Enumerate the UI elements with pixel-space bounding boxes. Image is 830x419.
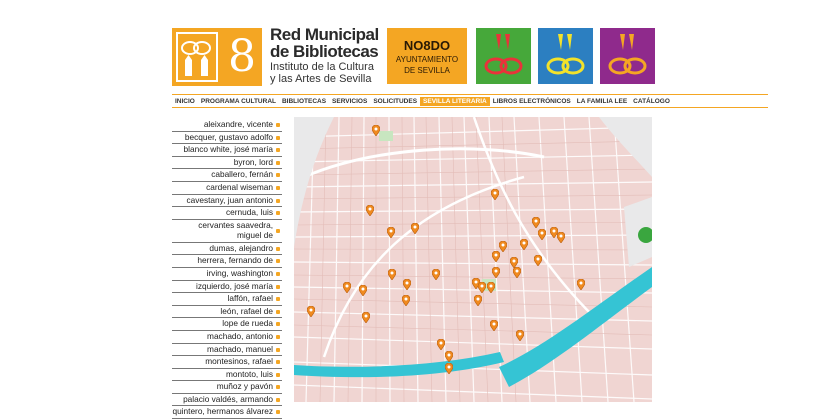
nav-item[interactable]: LA FAMILIA LEE	[576, 97, 628, 105]
map-pin-icon[interactable]	[388, 269, 396, 280]
map-pin-icon[interactable]	[534, 255, 542, 266]
pen-rings-icon	[600, 28, 655, 84]
site-title-line1: Red Municipal	[270, 25, 379, 44]
author-link[interactable]: dumas, alejandro	[172, 243, 282, 256]
author-link[interactable]: laffón, rafael	[172, 293, 282, 306]
map-pin-icon[interactable]	[492, 267, 500, 278]
map-pin-icon[interactable]	[362, 312, 370, 323]
author-link[interactable]: cavestany, juan antonio	[172, 195, 282, 208]
map-pin-icon[interactable]	[499, 241, 507, 252]
author-link[interactable]: machado, manuel	[172, 344, 282, 357]
map-pin-icon[interactable]	[411, 223, 419, 234]
author-link[interactable]: byron, lord	[172, 157, 282, 170]
author-link[interactable]: izquierdo, josé maría	[172, 281, 282, 294]
library-logo-eight: 8	[228, 31, 256, 82]
site-title	[270, 26, 379, 60]
program-logo-blue[interactable]	[538, 28, 593, 84]
map-pin-icon[interactable]	[432, 269, 440, 280]
map-pin-icon[interactable]	[491, 189, 499, 200]
author-link[interactable]: caballero, fernán	[172, 169, 282, 182]
author-link[interactable]: blanco white, josé maría	[172, 144, 282, 157]
author-link[interactable]: machado, antonio	[172, 331, 282, 344]
pen-rings-icon	[476, 28, 531, 84]
map-pin-icon[interactable]	[372, 125, 380, 136]
library-emblem-icon	[178, 34, 216, 80]
map-pin-icon[interactable]	[359, 285, 367, 296]
pen-rings-icon	[538, 28, 593, 84]
map-pin-icon[interactable]	[577, 279, 585, 290]
author-link[interactable]: cervantes saavedra, miguel de	[172, 220, 282, 243]
site-subtitle-line1: Instituto de la Cultura	[270, 61, 374, 73]
map-pin-icon[interactable]	[437, 339, 445, 350]
author-link[interactable]: aleixandre, vicente	[172, 119, 282, 132]
ayuntamiento-logo[interactable]	[387, 28, 467, 84]
author-list	[172, 119, 282, 419]
map-pin-icon[interactable]	[307, 306, 315, 317]
map-pin-icon[interactable]	[445, 351, 453, 362]
author-link[interactable]: palacio valdés, armando	[172, 394, 282, 407]
map-pin-icon[interactable]	[387, 227, 395, 238]
map-pin-icon[interactable]	[490, 320, 498, 331]
map-pin-icon[interactable]	[492, 251, 500, 262]
site-header	[172, 26, 660, 88]
site-title-line2: de Bibliotecas	[270, 42, 379, 61]
nav-item[interactable]: LIBROS ELECTRÓNICOS	[492, 97, 571, 105]
map-pin-icon[interactable]	[516, 330, 524, 341]
author-link[interactable]: cardenal wiseman	[172, 182, 282, 195]
map-pin-icon[interactable]	[487, 282, 495, 293]
nav-item[interactable]: INICIO	[175, 97, 195, 105]
author-link[interactable]: león, rafael de	[172, 306, 282, 319]
author-link[interactable]: cernuda, luis	[172, 207, 282, 220]
nav-item[interactable]: SEVILLA LITERARIA	[420, 97, 490, 106]
map-pin-icon[interactable]	[513, 267, 521, 278]
author-link[interactable]: muñoz y pavón	[172, 381, 282, 394]
program-logo-purple[interactable]	[600, 28, 655, 84]
main-nav	[172, 94, 768, 108]
nav-item[interactable]: PROGRAMA CULTURAL	[200, 97, 276, 105]
author-link[interactable]: montesinos, rafael	[172, 356, 282, 369]
author-link[interactable]: lope de rueda	[172, 318, 282, 331]
map-pin-icon[interactable]	[343, 282, 351, 293]
map-pin-icon[interactable]	[445, 363, 453, 374]
map-pin-icon[interactable]	[478, 282, 486, 293]
nav-item[interactable]: CATÁLOGO	[633, 97, 670, 105]
author-link[interactable]: montoto, luis	[172, 369, 282, 382]
author-link[interactable]: herrera, fernando de	[172, 255, 282, 268]
map-pin-icon[interactable]	[557, 232, 565, 243]
map-pin-icon[interactable]	[474, 295, 482, 306]
author-link[interactable]: irving, washington	[172, 268, 282, 281]
map-pin-icon[interactable]	[366, 205, 374, 216]
map-pin-icon[interactable]	[532, 217, 540, 228]
nav-item[interactable]: BIBLIOTECAS	[281, 97, 327, 105]
nav-item[interactable]: SERVICIOS	[332, 97, 368, 105]
ayuntamiento-logo-mark: NO8DO	[403, 38, 451, 53]
map-pin-icon[interactable]	[403, 279, 411, 290]
map-pin-icon[interactable]	[520, 239, 528, 250]
program-logo-green[interactable]	[476, 28, 531, 84]
map-pin-icon[interactable]	[538, 229, 546, 240]
site-subtitle	[270, 62, 374, 85]
author-link[interactable]: becquer, gustavo adolfo	[172, 132, 282, 145]
library-logo-frame	[176, 32, 218, 82]
map-pin-icon[interactable]	[402, 295, 410, 306]
site-subtitle-line2: y las Artes de Sevilla	[270, 72, 372, 85]
ayuntamiento-line1: AYUNTAMIENTO	[395, 55, 459, 64]
library-logo[interactable]	[172, 28, 262, 86]
map-background	[294, 117, 652, 402]
nav-item[interactable]: SOLICITUDES	[373, 97, 418, 105]
author-link[interactable]: quintero, hermanos álvarez	[172, 406, 282, 419]
ayuntamiento-line2: DE SEVILLA	[404, 66, 450, 75]
city-map[interactable]	[294, 117, 652, 402]
